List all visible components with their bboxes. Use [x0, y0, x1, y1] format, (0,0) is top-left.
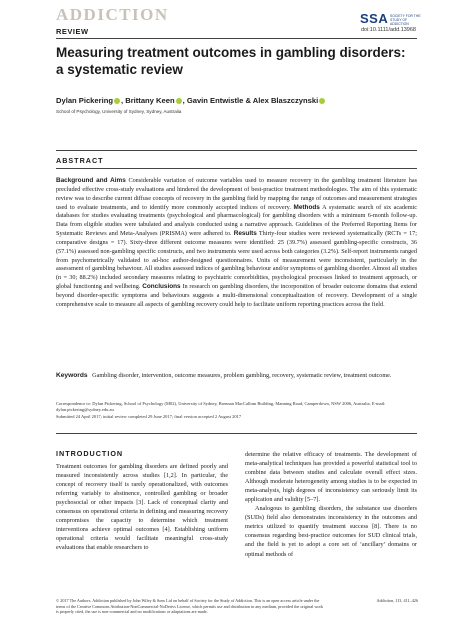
- author-2[interactable]: Brittany Keen: [125, 96, 175, 105]
- abstract-conclusions-label: Conclusions: [142, 283, 181, 291]
- ssa-logo-text: SSA: [360, 11, 389, 26]
- abstract-bg-text: Considerable variation of outcome variables used to measure recovery in the gambling treatment literature has precluded effective cross-study evaluations and hindered the development of best-practice treatment methodologies. The aim of this systematic review was to describe current diffuse concepts of recovery in the gambling field by mapping the range of outcomes and measurement strategies used to evaluate treatments, and to identify more commonly accepted indices of recovery.: [56, 177, 418, 211]
- abstract-rule: [56, 150, 417, 151]
- section-label: REVIEW: [56, 27, 89, 36]
- journal-citation: Addiction, 113, 411–426: [376, 598, 418, 603]
- keywords-label: Keywords: [56, 372, 88, 379]
- abstract-results-text: Thirty-four studies were reviewed systematically (RCTs = 17; comparative designs = 17). Sixty-three different outcome measures were identified: 25 (39.7%) assessed gambling-specific constructs, 36 (57.1%) assessed non-gambling specific constructs, and two instruments were used across both categories (3.2%). Self-report instruments ranged from psychometrically validated to ad-hoc author-designed questionnaires. Units of measurement were inconsistent, particularly in the assessment of gambling behaviour. All studies assessed indices of gambling behaviour and/or symptoms of gambling disorder. Almost all studies (n = 30; 88.2%) included secondary measures relating to psychiatric comorbidities, psychological processes linked to treatment approach, or global functioning and wellbeing.: [56, 230, 417, 291]
- intro-paragraph-1-cont: determine the relative efficacy of treatments. The development of meta-analytical techniques has provided a powerful statistical tool to combine data between studies and calculate overall effect sizes. Although moderate heterogeneity among studies is to be expected in meta-analysis, high degrees of inconsistency can seriously limit its application and validity [5–7].: [245, 451, 417, 504]
- header-rule: [56, 38, 417, 39]
- intro-left-column: [56, 462, 228, 552]
- orcid-icon[interactable]: [319, 98, 325, 104]
- correspondence: [56, 401, 417, 420]
- abstract-conclusions-text: In research on gambling disorders, the incorporation of broader outcome domains that extend beyond disorder-specific symptoms and behaviours suggests a multi-dimensional conceptualization of recovery. Development of a single comprehensive scale to measure all aspects of gambling recovery could help to facilitate uniform reporting practices across the field.: [56, 283, 418, 308]
- keywords-text: Gambling disorder, intervention, outcome measures, problem gambling, recovery, systematic review, treatment outcome.: [92, 372, 392, 379]
- intro-paragraph-2: Analogous to gambling disorders, the substance use disorders (SUDs) field also demonstrates inconsistency in the outcomes and metrics utilized to quantify treatment success [8]. There is no consensus regarding best-practice outcomes for SUD clinical trials, and the field is yet to adopt a core set of ‘ancillary’ domains or optimal methods of: [245, 505, 417, 558]
- copyright-footer: © 2017 The Authors. Addiction published by John Wiley & Sons Ltd on behalf of Society for the Study of Addiction. This is an open access article under the terms of the Creative Commons Attribution-NonCommercial-NoDerivs License, which permits use and distribution in any medium, provided the original work is properly cited, the use is non-commercial and no modifications or adaptations are made.: [56, 598, 324, 615]
- abstract-bg-label: Background and Aims: [56, 177, 126, 184]
- abstract-methods-text: A systematic search of six academic databases for studies evaluating treatments (psychological and pharmacological) for gambling disorders with a minimum 6-month follow-up. Data from eligible studies were tabulated and analysis conducted using a narrative approach. Guidelines of the Preferred Reporting Items for Systematic Reviews and Meta-Analyses (PRISMA) were adhered to.: [56, 203, 418, 238]
- doi[interactable]: doi:10.1111/add.13968: [360, 27, 416, 33]
- submission-dates: Submitted 24 April 2017; initial review completed 29 June 2017; final version accepted 2 August 2017: [56, 413, 242, 419]
- orcid-icon[interactable]: [114, 98, 120, 104]
- intro-right-column: [245, 450, 417, 559]
- abstract-results-label: Results: [233, 230, 257, 238]
- ssa-logo-subtitle: SOCIETY FOR THE STUDY OF ADDICTION: [390, 14, 421, 26]
- author-3[interactable]: Gavin Entwistle & Alex Blaszczynski: [186, 96, 319, 105]
- affiliation: School of Psychology, University of Sydney, Sydney, Australia: [56, 109, 182, 114]
- author-list: Dylan Pickering , Brittany Keen , Gavin Entwistle & Alex Blaszczynski: [56, 96, 326, 105]
- abstract-heading: ABSTRACT: [56, 156, 104, 165]
- abstract-rule-2: [56, 168, 417, 169]
- correspondence-address: Correspondence to: Dylan Pickering, School of Psychology (M02), University of Sydney, Brennan MacCallum Building, Manning Road, Camperdown, NSW 2006, Australia. E-mail: dylan.pickering@sydney.edu.au: [56, 401, 386, 413]
- keywords: [56, 372, 417, 381]
- intro-rule: [56, 433, 417, 434]
- intro-heading: INTRODUCTION: [56, 449, 124, 458]
- journal-name: ADDICTION: [56, 5, 169, 24]
- abstract-body: [56, 177, 417, 310]
- author-1[interactable]: Dylan Pickering: [56, 96, 113, 105]
- abstract-methods-label: Methods: [293, 203, 320, 211]
- article-title: Measuring treatment outcomes in gambling disorders: a systematic review: [56, 45, 406, 77]
- intro-paragraph-1: Treatment outcomes for gambling disorders are defined poorly and measured inconsistently across studies [1,2]. In particular, the concept of recovery itself is rarely operationalized, with outcomes referring variably to abstinence, controlled gambling or broader psychosocial or other impacts [3]. Lack of conceptual clarity and consensus on operational criteria in defining and measuring recovery compromises the capacity to determine which treatment interventions achieve optimal outcomes [4]. Establishing uniform operational criteria would facilitate meaningful cross-study evaluations that enable researchers to: [56, 463, 228, 552]
- orcid-icon[interactable]: [176, 98, 182, 104]
